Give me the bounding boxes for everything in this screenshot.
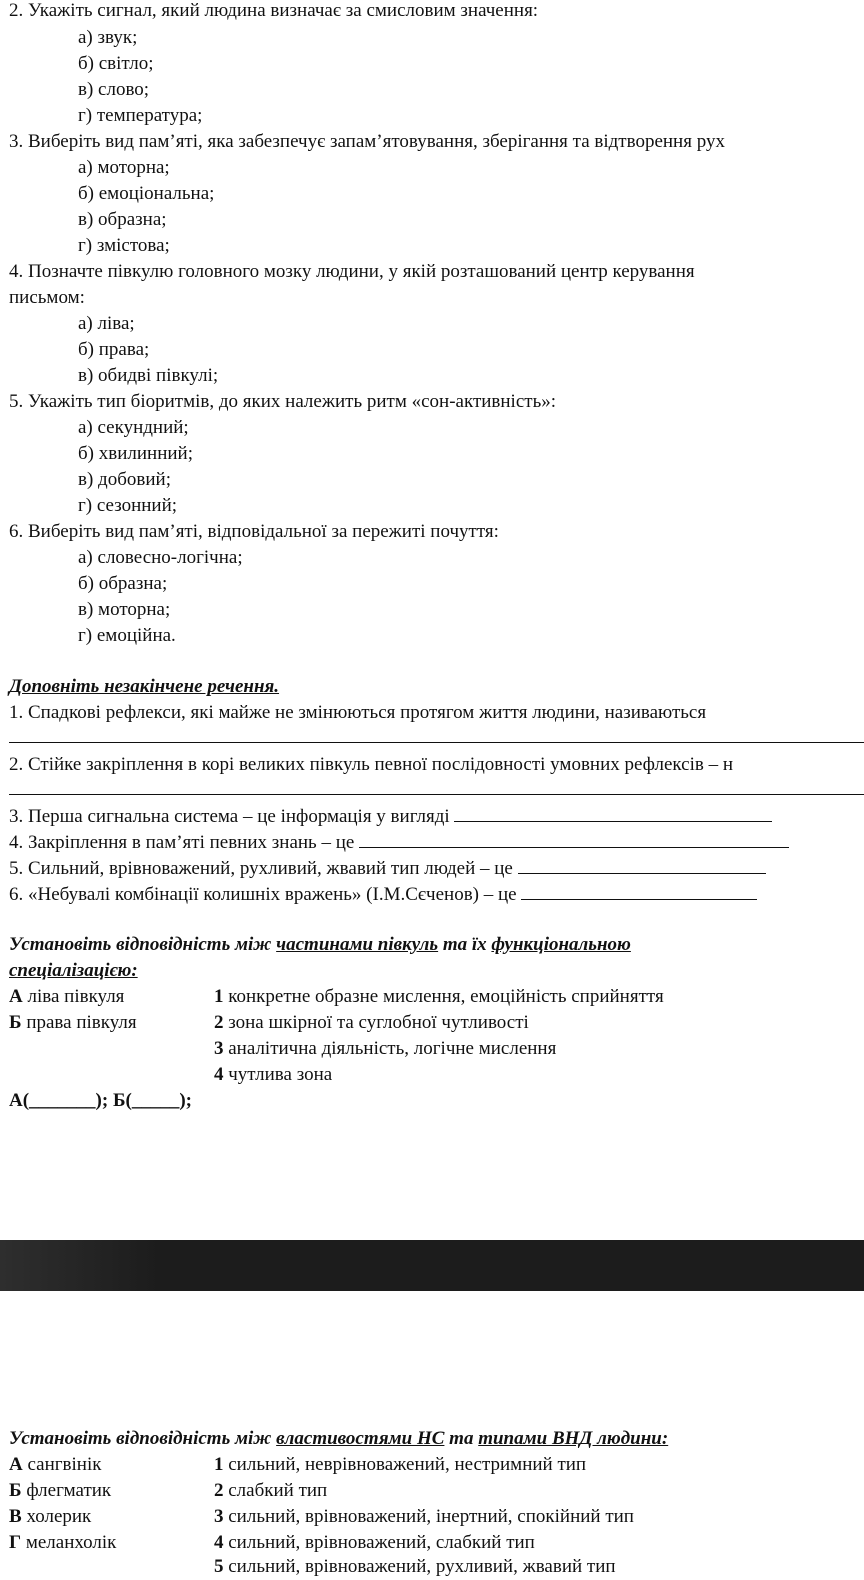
question-6-option-a: а) словесно-логічна; [78, 547, 243, 568]
question-5-option-d: г) сезонний; [78, 495, 178, 516]
label: зона шкірної та суглобної чутливості [223, 1012, 529, 1033]
label: сильний, врівноважений, слабкий тип [223, 1532, 535, 1553]
label: чутлива зона [223, 1064, 333, 1085]
number: 3 [214, 1506, 224, 1527]
question-4-option-b: б) права; [78, 339, 150, 360]
match2-left-a [9, 1454, 101, 1476]
match2-right-1 [214, 1454, 586, 1476]
label: ліва півкуля [22, 986, 125, 1007]
number: 2 [214, 1012, 224, 1033]
answer-line-1[interactable] [9, 742, 864, 743]
letter: Б [9, 1480, 22, 1501]
match1-heading-term2: функціональною [491, 934, 631, 955]
question-6-option-b: б) образна; [78, 573, 168, 594]
number: 2 [214, 1480, 224, 1501]
label: сангвінік [22, 1454, 102, 1475]
match1-left-b [9, 1012, 137, 1034]
match2-left-b [9, 1480, 111, 1502]
complete-item-6: 6. «Небувалі комбінації колишніх вражень» (І.М.Сєченов) – це [9, 884, 517, 905]
match1-heading-term1: частинами півкуль [276, 934, 439, 955]
match1-heading [9, 934, 631, 956]
question-4-option-a: а) ліва; [78, 313, 135, 334]
complete-heading: Доповніть незакінчене речення. [9, 676, 280, 697]
letter: В [9, 1506, 22, 1527]
answer-line-3[interactable] [454, 805, 772, 822]
answer-line-5[interactable] [518, 857, 766, 874]
complete-item-3: 3. Перша сигнальна система – це інформація у вигляді [9, 806, 450, 827]
question-3-option-a: а) моторна; [78, 157, 170, 178]
letter: А [9, 986, 23, 1007]
label: сильний, врівноважений, рухливий, жвавий тип [223, 1556, 616, 1577]
question-5-option-c: в) добовий; [78, 469, 171, 490]
complete-item-5: 5. Сильний, врівноважений, рухливий, жвавий тип людей – це [9, 858, 513, 879]
label: сильний, неврівноважений, нестримний тип [223, 1454, 587, 1475]
match1-heading-pre: Установіть відповідність між [9, 934, 277, 955]
question-2-text: 2. Укажіть сигнал, який людина визначає за смисловим значення: [9, 0, 539, 21]
question-4-text-cont: письмом: [9, 287, 85, 308]
label: холерик [21, 1506, 92, 1527]
match2-heading-mid: та [444, 1428, 479, 1449]
complete-item-4: 4. Закріплення в пам’яті певних знань – це [9, 832, 355, 853]
number: 1 [214, 1454, 224, 1475]
match2-heading [9, 1428, 668, 1450]
question-3-text: 3. Виберіть вид пам’яті, яка забезпечує запам’ятовування, зберігання та відтворення рух [9, 131, 725, 152]
match2-heading-pre: Установіть відповідність між [9, 1428, 277, 1449]
match1-right-2 [214, 1012, 529, 1034]
match2-heading-term1: властивостями НС [276, 1428, 445, 1449]
answer-line-6[interactable] [521, 883, 757, 900]
match1-right-4 [214, 1064, 332, 1086]
number: 3 [214, 1038, 224, 1059]
question-6-text: 6. Виберіть вид пам’яті, відповідальної за пережиті почуття: [9, 521, 499, 542]
question-6-option-c: в) моторна; [78, 599, 171, 620]
complete-item-1: 1. Спадкові рефлекси, які майже не змінюються протягом життя людини, називаються [9, 702, 707, 723]
label: слабкий тип [223, 1480, 328, 1501]
complete-item-2: 2. Стійке закріплення в корі великих півкуль певної послідовності умовних рефлексів – н [9, 754, 734, 775]
match2-right-2 [214, 1480, 327, 1502]
question-2-option-a: а) звук; [78, 27, 138, 48]
scan-ghost-text [0, 1240, 160, 1291]
number: 4 [214, 1064, 224, 1085]
number: 1 [214, 986, 224, 1007]
number: 4 [214, 1532, 224, 1553]
question-3-option-b: б) емоціональна; [78, 183, 215, 204]
question-2-option-d: г) температура; [78, 105, 203, 126]
question-4-text: 4. Позначте півкулю головного мозку людини, у якій розташований центр керування [9, 261, 695, 282]
match1-heading-mid: та їх [438, 934, 492, 955]
label: права півкуля [21, 1012, 137, 1033]
label: меланхолік [21, 1532, 117, 1553]
label: аналітична діяльність, логічне мислення [223, 1038, 557, 1059]
match1-right-1 [214, 986, 664, 1008]
complete-item-4-row [9, 831, 789, 853]
match2-left-c [9, 1506, 91, 1528]
match2-left-d [9, 1532, 116, 1554]
match1-left-a [9, 986, 124, 1008]
letter: Б [9, 1012, 22, 1033]
match1-answer[interactable]: А(_______); Б(_____); [9, 1090, 192, 1111]
question-5-text: 5. Укажіть тип біоритмів, до яких належить ритм «сон-активність»: [9, 391, 557, 412]
question-2-option-b: б) світло; [78, 53, 154, 74]
question-4-option-c: в) обидві півкулі; [78, 365, 219, 386]
match2-right-4 [214, 1532, 535, 1554]
label: конкретне образне мислення, емоційність сприйняття [223, 986, 664, 1007]
letter: Г [9, 1532, 22, 1553]
letter: А [9, 1454, 23, 1475]
match2-right-5 [214, 1556, 616, 1578]
answer-line-2[interactable] [9, 794, 864, 795]
complete-item-3-row [9, 805, 772, 827]
scan-dark-band [0, 1240, 864, 1291]
match1-right-3 [214, 1038, 556, 1060]
question-2-option-c: в) слово; [78, 79, 150, 100]
question-6-option-d: г) емоційна. [78, 625, 176, 646]
question-3-option-d: г) змістова; [78, 235, 170, 256]
complete-item-6-row [9, 883, 757, 905]
match1-heading-line2: спеціалізацією: [9, 960, 138, 981]
match2-right-3 [214, 1506, 634, 1528]
question-3-option-c: в) образна; [78, 209, 167, 230]
question-5-option-b: б) хвилинний; [78, 443, 193, 464]
number: 5 [214, 1556, 224, 1577]
complete-item-5-row [9, 857, 766, 879]
label: флегматик [21, 1480, 112, 1501]
match2-heading-term2: типами ВНД людини: [478, 1428, 669, 1449]
question-5-option-a: а) секундний; [78, 417, 189, 438]
answer-line-4[interactable] [359, 831, 789, 848]
label: сильний, врівноважений, інертний, спокійний тип [223, 1506, 634, 1527]
